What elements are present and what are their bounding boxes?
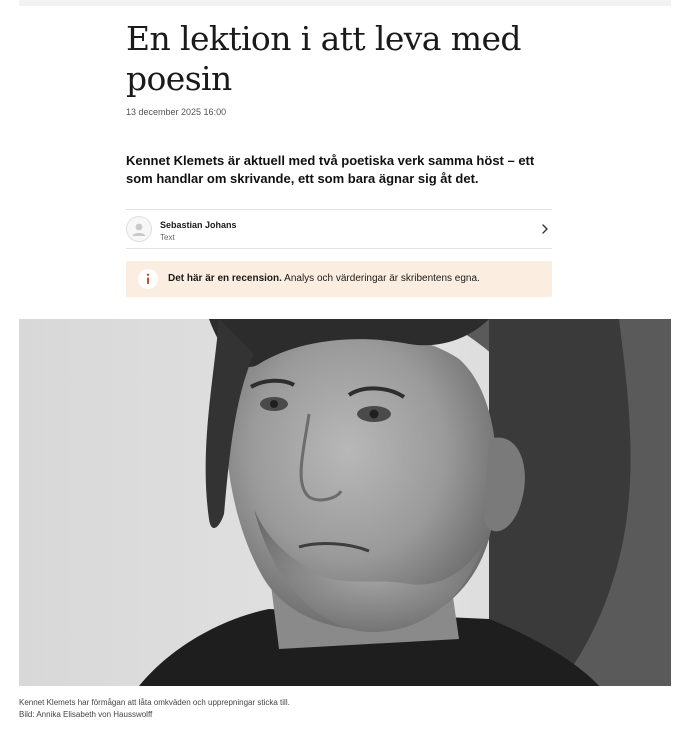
chevron-right-icon[interactable] [540,222,550,236]
info-icon [138,269,158,289]
review-notice [126,261,552,297]
hero-image [19,319,671,686]
avatar [126,216,152,242]
portrait-photo [19,319,671,686]
review-notice-label: Det här är en recension. [168,273,282,284]
review-notice-text [168,273,480,284]
photo-credit: Bild: Annika Elisabeth von Hausswolff [19,710,153,719]
author-name: Sebastian Johans [160,220,237,230]
author-byline[interactable] [126,209,552,249]
caption-text: Kennet Klemets har förmågan att låta omkväden och upprepningar sticka till. [19,698,290,707]
page-title: En lektion i att leva med poesin [126,19,521,98]
review-notice-body: Analys och värderingar är skribentens egna. [284,273,480,284]
publish-timestamp: 13 december 2025 16:00 [126,107,227,117]
top-strip [19,0,671,6]
article-lead: Kennet Klemets är aktuell med två poetiska verk samma höst – ett som handlar om skrivande, ett som bara ägnar sig åt det. [126,153,535,186]
image-caption [19,697,290,721]
user-icon [127,217,151,241]
author-role: Text [160,233,175,242]
